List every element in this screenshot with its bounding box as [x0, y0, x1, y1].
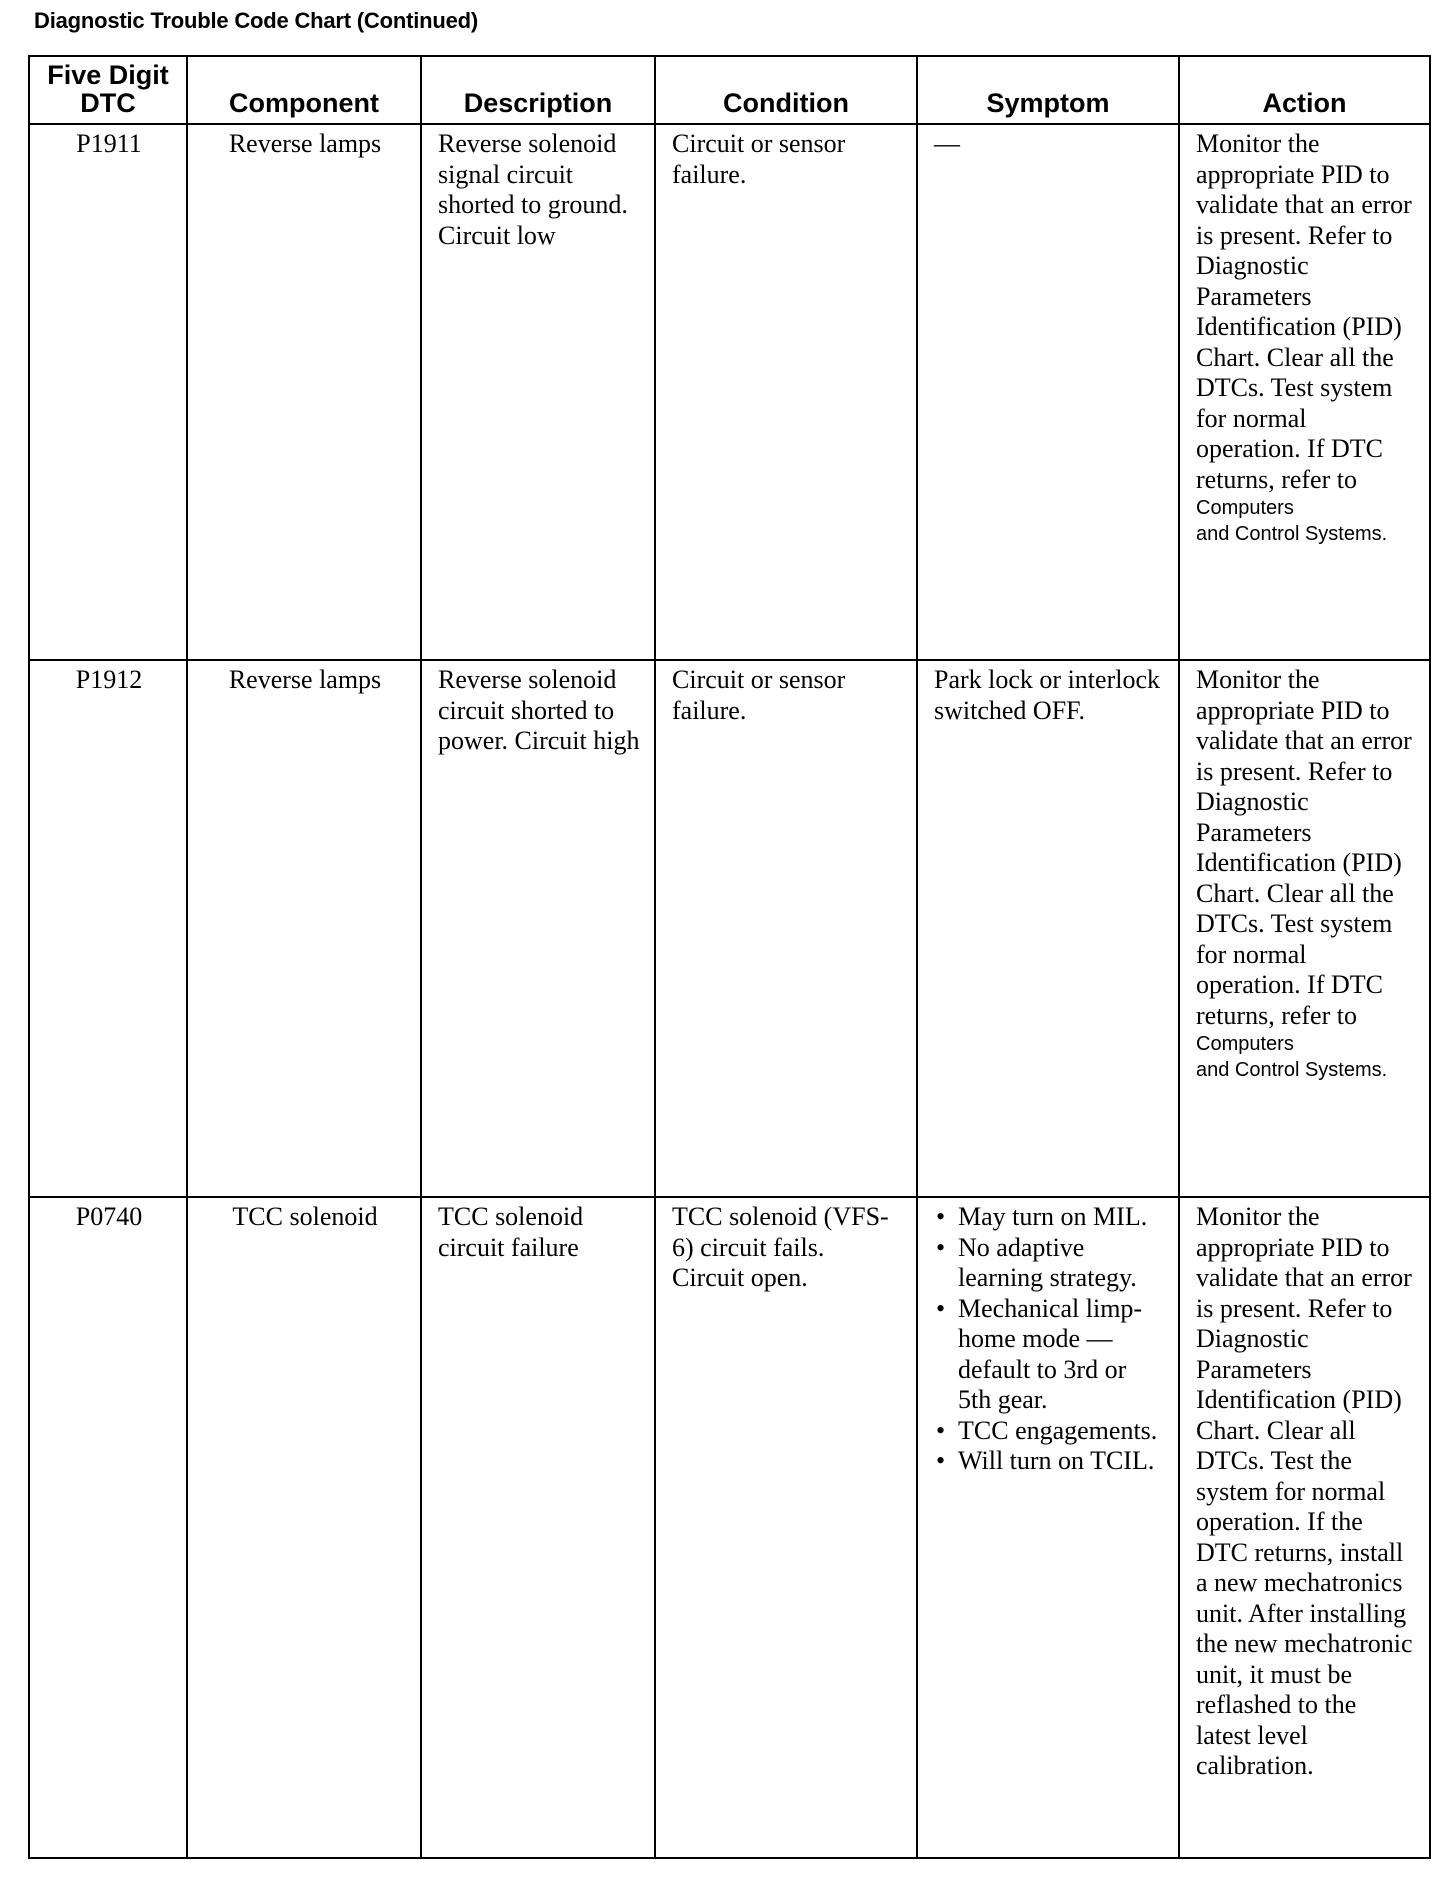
description-cell: Reverse solenoid signal circuit shorted to ground. Circuit low: [421, 124, 655, 660]
symptom-list-item: • Mechanical limp-home mode — default to 3rd or 5th gear.: [958, 1294, 1164, 1416]
column-header-action: Action: [1179, 56, 1430, 124]
action-text: Monitor the appropriate PID to validate that an error is present. Refer to Diagnostic Parameters Identification (PID) Chart. Clear all the DTCs. Test system for normal operation. If DTC returns, refer to: [1196, 129, 1412, 494]
symptom-cell: —: [917, 124, 1179, 660]
table-row: [29, 124, 1430, 660]
condition-cell: Circuit or sensor failure.: [655, 660, 917, 1197]
action-cell: [1179, 124, 1430, 660]
symptom-list-item: • Will turn on TCIL.: [958, 1446, 1164, 1477]
column-header-dtc-line1: Five Digit: [47, 60, 169, 90]
action-cell: Monitor the appropriate PID to validate that an error is present. Refer to Diagnostic Parameters Identification (PID) Chart. Clear all DTCs. Test the system for normal operation. If the DTC returns, install a new mechatronics unit. After installing the new mechatronic unit, it must be reflashed to the latest level calibration.: [1179, 1197, 1430, 1858]
action-reference-line2: and Control Systems.: [1196, 523, 1388, 545]
dtc-cell: P1912: [29, 660, 187, 1197]
component-cell: Reverse lamps: [187, 124, 421, 660]
symptom-list-item: • No adaptive learning strategy.: [958, 1233, 1164, 1294]
column-header-dtc: [29, 56, 187, 124]
dtc-cell: P1911: [29, 124, 187, 660]
condition-cell: TCC solenoid (VFS-6) circuit fails. Circuit open.: [655, 1197, 917, 1858]
symptom-list: [934, 1202, 1164, 1477]
action-text: Monitor the appropriate PID to validate that an error is present. Refer to Diagnostic Parameters Identification (PID) Chart. Clear all the DTCs. Test system for normal operation. If DTC returns, refer to: [1196, 665, 1412, 1030]
symptom-list-item: • May turn on MIL.: [958, 1202, 1164, 1233]
column-header-description: Description: [421, 56, 655, 124]
table-header-row: [29, 56, 1430, 124]
dtc-table: [28, 55, 1431, 1859]
column-header-dtc-line2: DTC: [80, 88, 136, 118]
description-cell: TCC solenoid circuit failure: [421, 1197, 655, 1858]
page-title: Diagnostic Trouble Code Chart (Continued): [34, 8, 479, 33]
column-header-component: Component: [187, 56, 421, 124]
component-cell: TCC solenoid: [187, 1197, 421, 1858]
description-cell: Reverse solenoid circuit shorted to power. Circuit high: [421, 660, 655, 1197]
table-row: [29, 1197, 1430, 1858]
action-cell: [1179, 660, 1430, 1197]
condition-cell: Circuit or sensor failure.: [655, 124, 917, 660]
column-header-condition: Condition: [655, 56, 917, 124]
symptom-cell: [917, 1197, 1179, 1858]
action-reference-line1: Computers: [1196, 497, 1294, 519]
component-cell: Reverse lamps: [187, 660, 421, 1197]
dtc-cell: P0740: [29, 1197, 187, 1858]
table-row: [29, 660, 1430, 1197]
symptom-cell: Park lock or interlock switched OFF.: [917, 660, 1179, 1197]
action-reference-line2: and Control Systems.: [1196, 1059, 1388, 1081]
symptom-list-item: • TCC engagements.: [958, 1416, 1164, 1447]
column-header-symptom: Symptom: [917, 56, 1179, 124]
action-reference-line1: Computers: [1196, 1033, 1294, 1055]
